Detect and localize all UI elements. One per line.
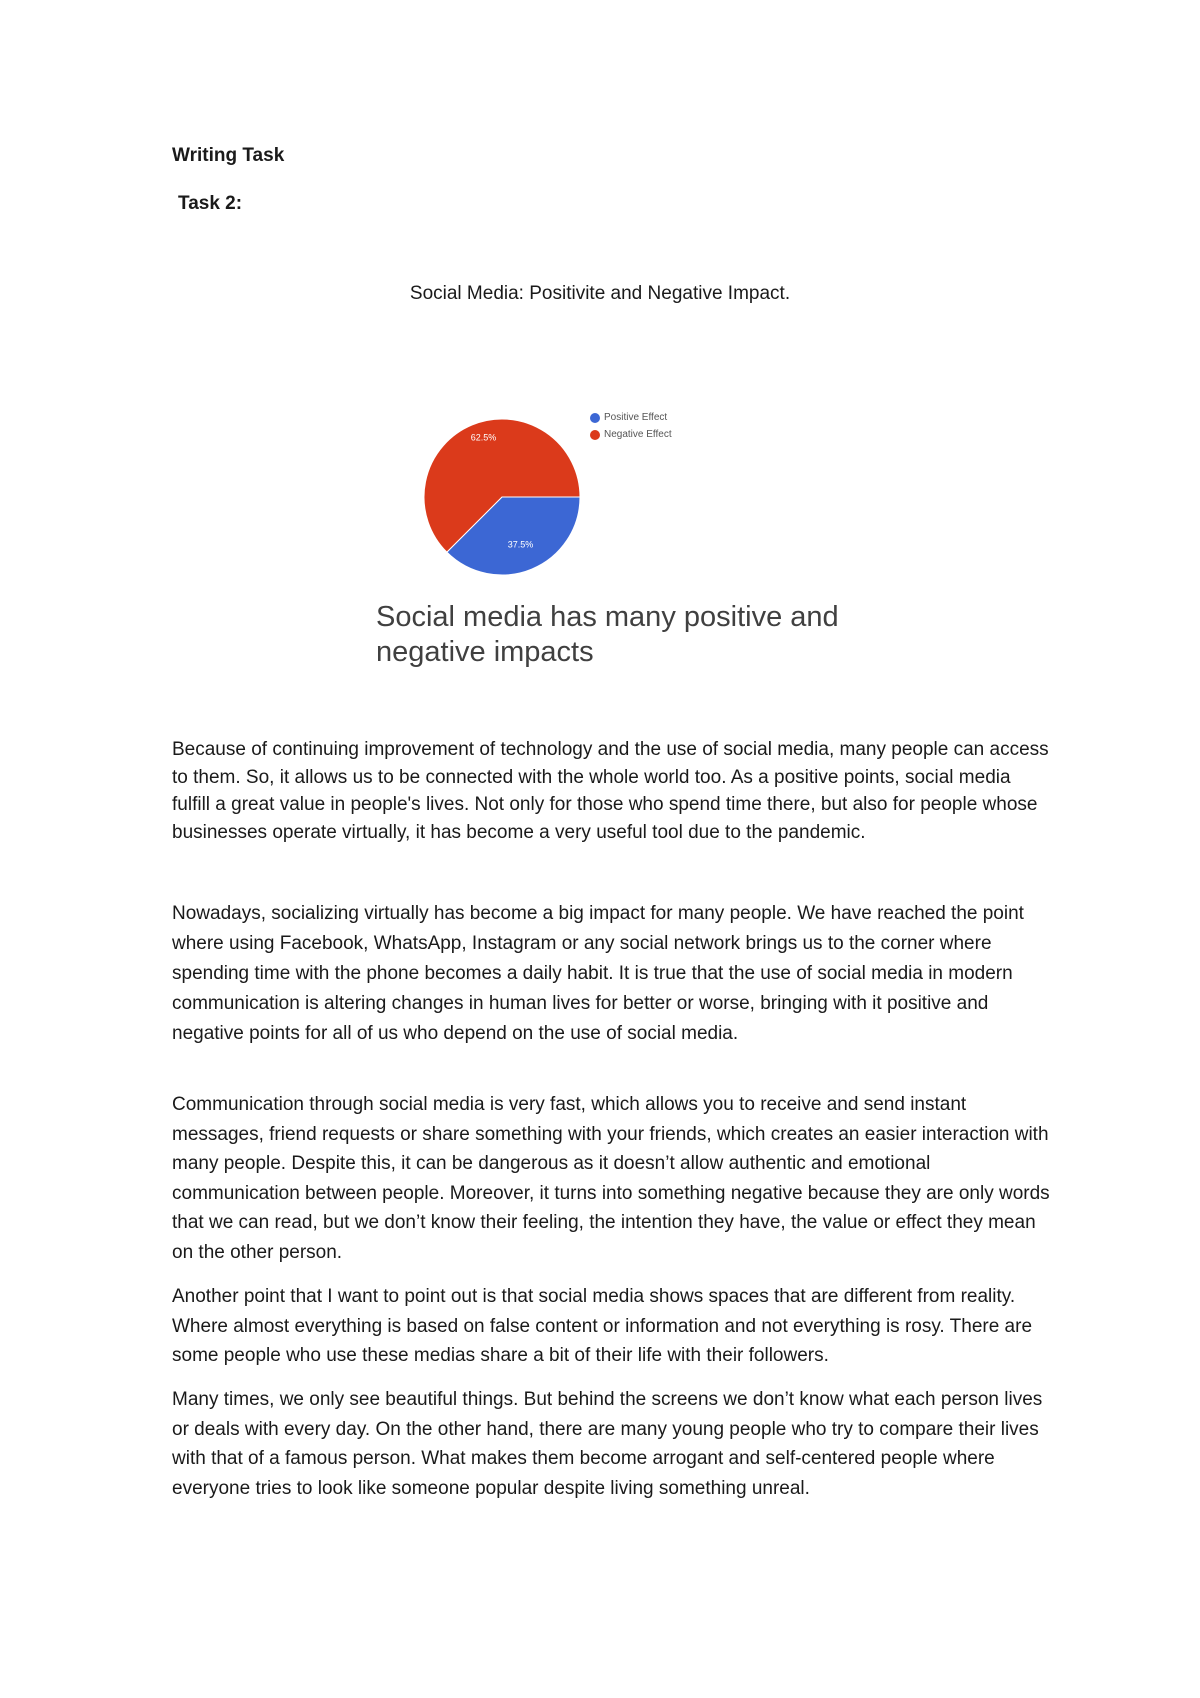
- image-caption: Social media has many positive and negative impacts: [376, 601, 839, 668]
- legend-dot-icon: [590, 413, 600, 423]
- pie-data-label: 37.5%: [507, 539, 534, 550]
- document-title: Social Media: Positivite and Negative Impact.: [409, 283, 791, 304]
- chart-legend: [590, 409, 672, 443]
- paragraph-4: Another point that I want to point out is that social media shows spaces that are different from reality. Where almost everything is based on false content or information and not everything is rosy. There are some people who use these medias share a bit of their life with their followers.: [172, 1286, 1033, 1366]
- legend-item-positive: [590, 409, 672, 426]
- document-subheading: Task 2:: [178, 193, 243, 214]
- pie-chart: [410, 395, 710, 595]
- document-heading: Writing Task: [172, 145, 285, 166]
- paragraph-2: Nowadays, socializing virtually has become a big impact for many people. We have reached the point where using Facebook, WhatsApp, Instagram or any social network brings us to the corner where spending time with the phone becomes a daily habit. It is true that the use of social media in modern communication is altering changes in human lives for better or worse, bringing with it positive and negative points for all of us who depend on the use of social media.: [172, 903, 1024, 1044]
- paragraph-1: Because of continuing improvement of technology and the use of social media, many people can access to them. So, it allows us to be connected with the whole world too. As a positive points, social media fulfill a great value in people's lives. Not only for those who spend time there, but also for people whose businesses operate virtually, it has become a very useful tool due to the pandemic.: [172, 739, 1049, 843]
- legend-label-positive: Positive Effect: [604, 412, 668, 423]
- pie-data-label: 62.5%: [470, 432, 497, 443]
- legend-label-negative: Negative Effect: [604, 429, 672, 440]
- legend-dot-icon: [590, 430, 600, 440]
- paragraph-5: Many times, we only see beautiful things. But behind the screens we don’t know what each person lives or deals with every day. On the other hand, there are many young people who try to compare their lives with that of a famous person. What makes them become arrogant and self-centered people where everyone tries to look like someone popular despite living something unreal.: [172, 1389, 1043, 1499]
- legend-item-negative: [590, 426, 672, 443]
- paragraph-3: Communication through social media is very fast, which allows you to receive and send instant messages, friend requests or share something with your friends, which creates an easier interaction with many people. Despite this, it can be dangerous as it doesn’t allow authentic and emotional communication between people. Moreover, it turns into something negative because they are only words that we can read, but we don’t know their feeling, the intention they have, the value or effect they mean on the other person.: [172, 1094, 1050, 1263]
